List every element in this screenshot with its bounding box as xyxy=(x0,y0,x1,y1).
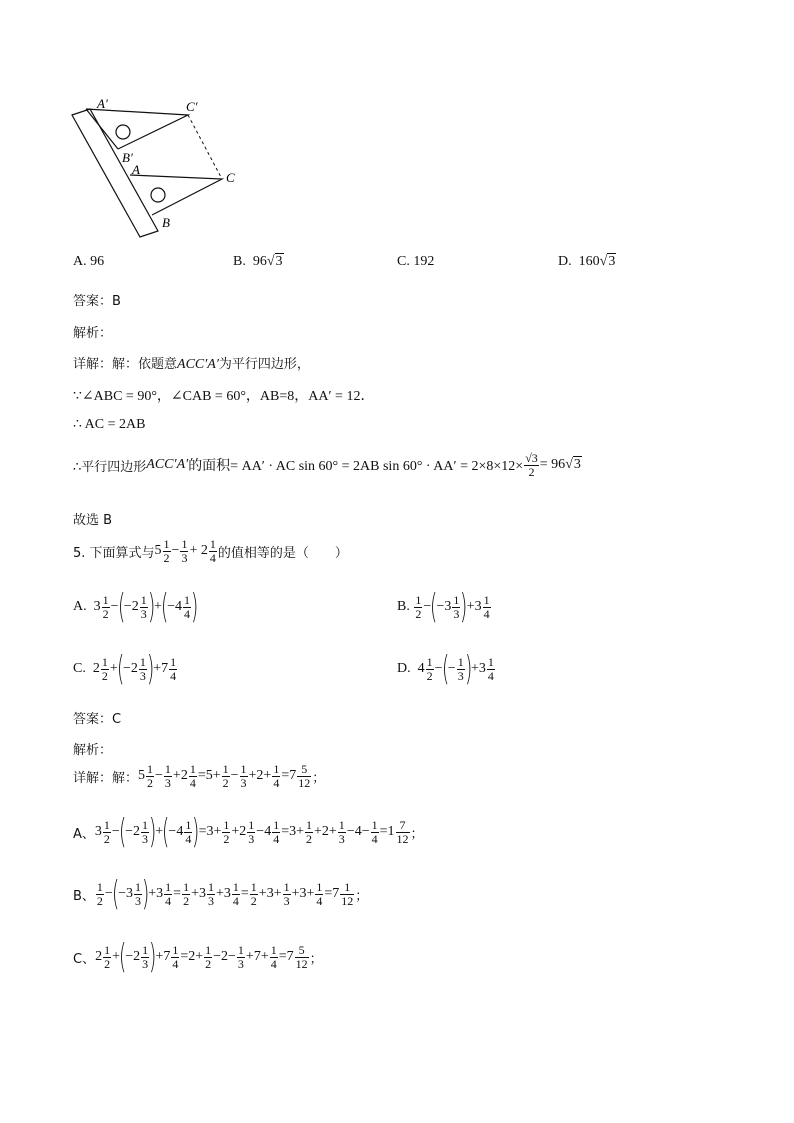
q5-option-c: C. 2 $\frac{1}{2}$ + ( −2 $\frac{1}{3}$ ) +7 $\frac{1}{4}$ xyxy=(73,649,177,689)
ruler-rectangle xyxy=(72,109,158,237)
q5-option-d: D. 4 $\frac{1}{2}$ − ( − $\frac{1}{3}$ ) +3 $\frac{1}{4}$ xyxy=(397,649,494,689)
q4-option-d: D. 160√3 xyxy=(558,254,616,269)
label-b: B xyxy=(162,215,170,230)
q4-detail-line3: ∴ AC = 2AB xyxy=(73,417,146,432)
triangle-bottom xyxy=(130,175,222,215)
q5-detail-line: 详解：解： 5 $\frac{1}{2}$ − $\frac{1}{3}$ +2 $\frac{1}{4}$ =5+ $\frac{1}{2}$ − $\frac{1}{3}$ +2+ $\frac{1}{4}$ =7 $\frac{5}{12}$ ； xyxy=(73,762,326,790)
label-a: A xyxy=(132,162,140,177)
q4-detail-line1: 详解：解：依题意ACC′A′为平行四边形， xyxy=(73,357,310,372)
q5-option-b: B. $\frac{1}{2}$ − ( −3 $\frac{1}{3}$ ) +3 $\frac{1}{4}$ xyxy=(397,587,490,627)
label-b-prime: B′ xyxy=(122,150,133,165)
q5-solution-c: C、 2 $\frac{1}{2}$ + ( −2 $\frac{1}{3}$ ) +7 $\frac{1}{4}$ =2+ $\frac{1}{2}$ −2− $\frac{1}{3}$ +7+ $\frac{1}{4}$ =7 $\frac{5}{12}$ ； xyxy=(73,937,323,977)
circle-bottom xyxy=(151,188,165,202)
q4-detail-line2: ∵∠ABC = 90°，∠CAB = 60°，AB=8，AA′ = 12． xyxy=(73,389,375,404)
q4-answer: 答案：B xyxy=(73,294,121,309)
label-a-prime: A′ xyxy=(97,96,108,111)
q4-option-a: A. 96 xyxy=(73,254,105,269)
q5-solution-b: B、 $\frac{1}{2}$ − ( −3 $\frac{1}{3}$ ) +3 $\frac{1}{4}$ = $\frac{1}{2}$ +3 $\frac{1}{3}$ +3 $\frac{1}{4}$ = $\frac{1}{2}$ +3+ $\frac{1}{3}$ +3+ $\frac{1}{4}$ =7 $\frac{1}{12}$ ； xyxy=(73,874,369,914)
dashed-segment-cc xyxy=(188,115,222,179)
label-c: C xyxy=(226,170,235,185)
triangle-top-edge xyxy=(86,109,118,149)
q4-detail-line4: ∴平行四边形 ACC′A′ 的面积= AA′ · AC sin 60° = 2AB sin 60° · AA′ = 2×8×12× $\frac{√3}{2}$ = 96 √3 xyxy=(73,451,581,479)
q4-conclusion: 故选 B xyxy=(73,513,113,528)
q5-analysis-heading: 解析： xyxy=(73,743,113,758)
q5-stem: 5. 下面算式与 5 $\frac{1}{2}$ − $\frac{1}{3}$ + 2 $\frac{1}{4}$ 的值相等的是（ ） xyxy=(73,537,348,565)
circle-top xyxy=(116,125,130,139)
label-c-prime: C′ xyxy=(186,99,198,114)
q4-option-c: C. 192 xyxy=(397,254,435,269)
q4-analysis-heading: 解析： xyxy=(73,326,113,341)
q4-option-b: B. 96√3 xyxy=(233,254,283,269)
q5-answer: 答案：C xyxy=(73,712,122,727)
geometry-figure xyxy=(60,95,260,245)
q5-solution-a: A、 3 $\frac{1}{2}$ − ( −2 $\frac{1}{3}$ ) + ( −4 $\frac{1}{4}$ ) =3+ $\frac{1}{2}$ +2 $\frac{1}{3}$ −4 $\frac{1}{4}$ =3+ $\frac{1}{2}$ +2+ $\frac{1}{3}$ −4− $\frac{1}{4}$ =1 $\frac{7}{12}$ ； xyxy=(73,812,424,852)
q5-option-a: A. 3 $\frac{1}{2}$ − ( −2 $\frac{1}{3}$ ) + ( −4 $\frac{1}{4}$ ) xyxy=(73,587,199,627)
